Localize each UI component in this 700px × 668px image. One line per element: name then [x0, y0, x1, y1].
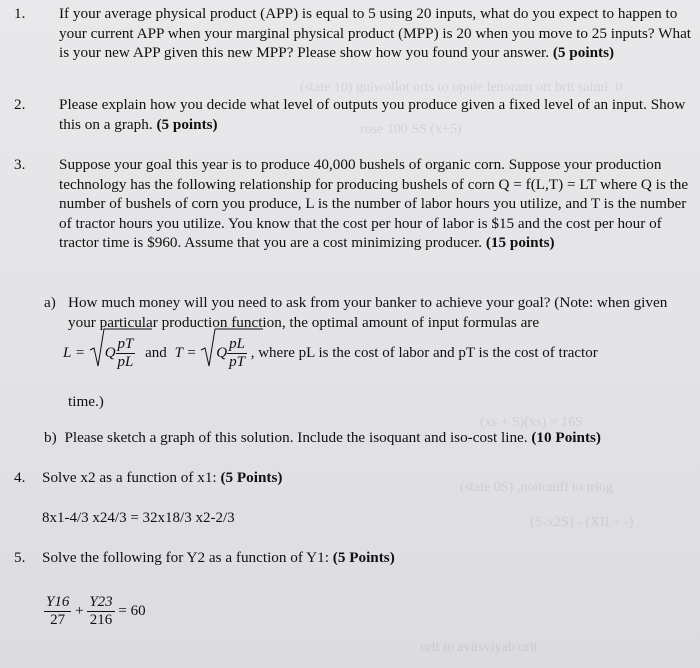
radical-sign	[200, 328, 216, 368]
question-points: (5 points)	[156, 115, 218, 133]
question-3b	[44, 428, 700, 448]
question-number: 1.	[14, 5, 26, 22]
subquestion-text: How much money will you need to ask from your banker to achieve your goal? (Note: when given your particular production function, the optimal amount of input formulas are	[68, 294, 668, 331]
sqrt-L	[89, 336, 136, 371]
q5-equation	[44, 594, 146, 629]
Q-symbol: Q	[216, 344, 228, 361]
plus-sign: +	[75, 602, 84, 619]
equals-sixty: = 60	[118, 602, 146, 619]
subquestion-points: (10 Points)	[531, 429, 601, 446]
question-text: Please explain how you decide what level of outputs you produce given a fixed level of an input. Show this on a graph.	[59, 96, 686, 133]
price-ratio-T-L: $\frac{pT}{pL}$	[117, 336, 134, 370]
question-points: (5 points)	[552, 44, 615, 61]
question-3	[14, 155, 699, 253]
and-word: and	[145, 344, 167, 361]
time-note: time.)	[68, 393, 104, 410]
Q-symbol: Q	[104, 344, 116, 361]
price-ratio-L-T: $\frac{pL}{pT}$	[229, 336, 245, 370]
where-clause: , where pL is the cost of labor and pT is the cost of tractor	[250, 344, 598, 361]
question-text: Solve the following for Y2 as a function of Y1:	[42, 549, 329, 566]
question-1	[14, 4, 699, 63]
question-text: Solve x2 as a function of x1:	[42, 469, 217, 486]
question-5	[14, 548, 682, 568]
question-number: 5.	[14, 549, 26, 566]
fraction-y2: $\frac{Y23}{216}$	[89, 594, 113, 628]
bleed-through-text: orit to avitsviyab orit	[420, 640, 538, 655]
question-number: 2.	[14, 96, 26, 113]
question-number: 3.	[14, 156, 26, 173]
T-equals: T =	[174, 344, 197, 361]
question-2	[14, 95, 699, 134]
question-number: 4.	[14, 469, 26, 486]
L-equals: L =	[63, 344, 85, 361]
question-points: (5 Points)	[332, 549, 395, 566]
bleed-through-text: (state 0S) ,noitonifl to triog	[460, 480, 613, 495]
question-points: (15 points)	[485, 234, 555, 251]
input-formula-line	[63, 336, 598, 371]
sqrt-T	[200, 336, 247, 371]
question-text: Suppose your goal this year is to produce 40,000 bushels of organic corn. Suppose your production technology has the following relationship for producing bushels of corn Q = f(L,T) = LT where Q is the number of bushels of corn you produce, L is the number of labor hours you utilize, and T is the number of tractor hours you utilize. You know that the cost per hour of labor is $15 and the cost per hour of tractor time is $960. Assume that you are a cost minimizing producer.	[59, 156, 689, 251]
subquestion-label: a)	[44, 294, 56, 311]
subquestion-label: b)	[44, 429, 57, 446]
question-3a	[44, 293, 694, 332]
q4-equation: 8x1-4/3 x24/3 = 32x18/3 x2-2/3	[42, 510, 235, 526]
bleed-through-text: (S-x2S) - (XII + -)	[530, 515, 634, 530]
fraction-y1: $\frac{Y16}{27}$	[46, 594, 70, 628]
question-points: (5 Points)	[220, 469, 283, 486]
subquestion-text: Please sketch a graph of this solution. Include the isoquant and iso-cost line.	[64, 429, 528, 446]
radical-sign	[89, 328, 105, 368]
bleed-through-text: rose 100 SS (x+5)	[360, 122, 462, 137]
question-4	[14, 468, 682, 488]
bleed-through-text: (xs + S)(xs) = 16S	[480, 415, 583, 430]
bleed-through-text: (state 10) guiwollot orts to opole lenoram ort brit salmi .0	[300, 80, 623, 95]
question-text: If your average physical product (APP) is equal to 5 using 20 inputs, what do you expect to happen to your current APP when your marginal physical product (MPP) is 20 when you move to 25 inputs? What is your new APP given this new MPP? Please show how you found your answer.	[59, 5, 692, 61]
